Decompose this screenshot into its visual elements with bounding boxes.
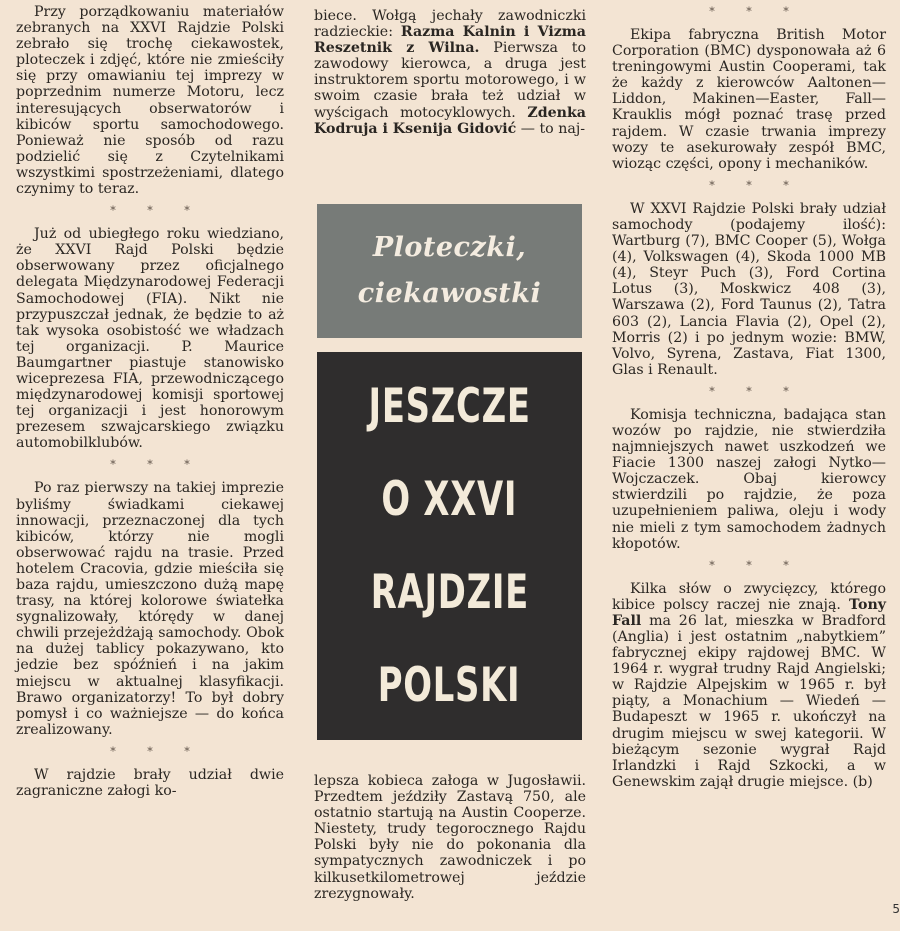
kicker-line-2: ciekawostki: [357, 278, 542, 309]
winner-name: Tony Fall: [612, 596, 886, 629]
column-right: [612, 4, 886, 790]
separator-stars: * * *: [709, 178, 803, 192]
headline-line-4: POLSKI: [378, 658, 521, 713]
headline-line-3: RAJDZIE: [370, 565, 529, 620]
paragraph-winner: Kilka słów o zwycięzcy, którego kibice polscy raczej nie znają. Tony Fall ma 26 lat, mieszka w Bradford (Anglia) i jest ostatnim „nabytkiem” fabrycznej ekipy rajdowej BMC. W 1964 r. wygrał trudny Rajd Angielski; w Rajdzie Alpejskim w 1965 r. był piąty, a Monachium — Wiedeń — Budapeszt w 1965 r. ukończył na drugim miejscu w swej kategorii. W bieżącym sezonie wygrał Rajd Irlandzki i Rajd Szkocki, a w Genewskim zajął drugie miejsce. (b): [612, 580, 886, 790]
paragraph-bmc-team: Ekipa fabryczna British Motor Corporation (BMC) dysponowała aż 6 treningowymi Austin Cooperami, tak że każdy z kierowców Aaltonen—Liddon, Makinen—Easter, Fall—Krauklis mógł poznać trasę przed rajdem. W czasie trwania imprezy wozy te asekurowały zespół BMC, wioząc części, opony i mechaników.: [612, 27, 886, 172]
column-left: [16, 4, 284, 799]
separator-stars: * * *: [110, 204, 204, 218]
separator-stars: * * *: [709, 384, 803, 398]
paragraph-fia-delegate: Już od ubiegłego roku wiedziano, że XXVI Rajd Polski będzie obserwowany przez oficjalnego delegata Międzynarodowej Federacji Samochodowej (FIA). Nikt nie przypuszczał jednak, że będzie to aż tak wysoka osobistość we władzach tej organizacji. P. Maurice Baumgartner piastuje stanowisko wiceprezesa FIA, przewodniczącego międzynarodowej komisji sportowej tej organizacji i jest honorowym prezesem szwajcarskiego związku automobilklubów.: [16, 226, 284, 452]
paragraph-innovation: Po raz pierwszy na takiej imprezie byliśmy świadkami ciekawej innowacji, przeznaczonej dla tych kibiców, którzy nie mogli obserwować rajdu na trasie. Przed hotelem Cracovia, gdzie mieściła się baza rajdu, umieszczono dużą mapę trasy, na której kolorowe światełka sygnalizowały, którędy w danej chwili przejeżdżają samochody. Obok na dużej tablicy pokazywano, kto jedzie bez spóźnień i na jakim miejscu w aktualnej klasyfikacji. Brawo organizatorzy! To był dobry pomysł i co ważniejsze — do końca zrealizowany.: [16, 480, 284, 738]
column-middle-top: [314, 8, 586, 137]
headline-box: [317, 352, 582, 740]
crew-names-yugoslav: Zdenka Kodruja i Ksenija Gidović: [314, 104, 586, 137]
paragraph-yugoslav-crew: lepsza kobieca załoga w Jugosławii. Przedtem jeździły Zastavą 750, ale ostatnio startują na Austin Cooperze. Niestety, trudy tegorocznego Rajdu Polski były nie do pokonania dla sympatycznych zawodniczek i po kilkusetkilometrowej jeździe zrezygnowały.: [314, 773, 586, 902]
column-middle-bottom: [314, 773, 586, 902]
paragraph-technical-commission: Komisja techniczna, badająca stan wozów po rajdzie, nie stwierdziła najmniejszych nawet uszkodzeń we Fiacie 1300 naszej załogi Nytko—Wojczaczek. Obaj kierowcy stwierdzili po rajdzie, że poza uzupełnieniem paliwa, oleju i wody nie mieli z tym samochodem żadnych kłopotów.: [612, 406, 886, 552]
separator-stars: * * *: [709, 558, 803, 572]
crew-names-soviet: Razma Kalnin i Vizma Reszetnik z Wilna.: [314, 24, 586, 57]
paragraph-women-crews: biece. Wołgą jechały zawodniczki radzieckie: Razma Kalnin i Vizma Reszetnik z Wilna. Pierwsza to zawodowy kierowca, a druga jest instruktorem sportu motorowego, i w swoim czasie brała też udział w wyścigach motocyklowych. Zdenka Kodruja i Ksenija Gidović — to naj-: [314, 8, 586, 137]
page-number: 5: [892, 902, 900, 916]
separator-stars: * * *: [110, 744, 204, 758]
headline-line-1: JESZCZE: [368, 379, 531, 434]
separator-stars: * * *: [110, 458, 204, 472]
paragraph-car-list: W XXVI Rajdzie Polski brały udział samochody (podajemy ilość): Wartburg (7), BMC Cooper (5), Wołga (4), Volkswagen (4), Skoda 1000 MB (4), Steyr Puch (3), Ford Cortina Lotus (3), Moskwicz 408 (3), Warszawa (2), Ford Taunus (2), Tatra 603 (2), Lancia Flavia (2), Opel (2), Morris (2) i po jednym wozie: BMW, Volvo, Syrena, Zastava, Fiat 1300, Glas i Renault.: [612, 200, 886, 378]
paragraph-intro: Przy porządkowaniu materiałów zebranych na XXVI Rajdzie Polski zebrało się trochę ciekawostek, ploteczek i zdjęć, które nie zmieściły się przy omawianiu tej imprezy w poprzednim numerze Motoru, lecz interesujących obserwatorów i kibiców sportu samochodowego. Ponieważ nie sposób od razu podzielić się z Czytelnikami wszystkimi spostrzeżeniami, dlatego czynimy to teraz.: [16, 4, 284, 198]
separator-stars: * * *: [709, 5, 803, 18]
section-kicker-box: [317, 204, 582, 338]
headline-line-2: O XXVI: [381, 472, 518, 527]
kicker-line-1: Ploteczki,: [372, 232, 527, 263]
paragraph-foreign-crews: W rajdzie brały udział dwie zagraniczne załogi ko-: [16, 766, 284, 800]
